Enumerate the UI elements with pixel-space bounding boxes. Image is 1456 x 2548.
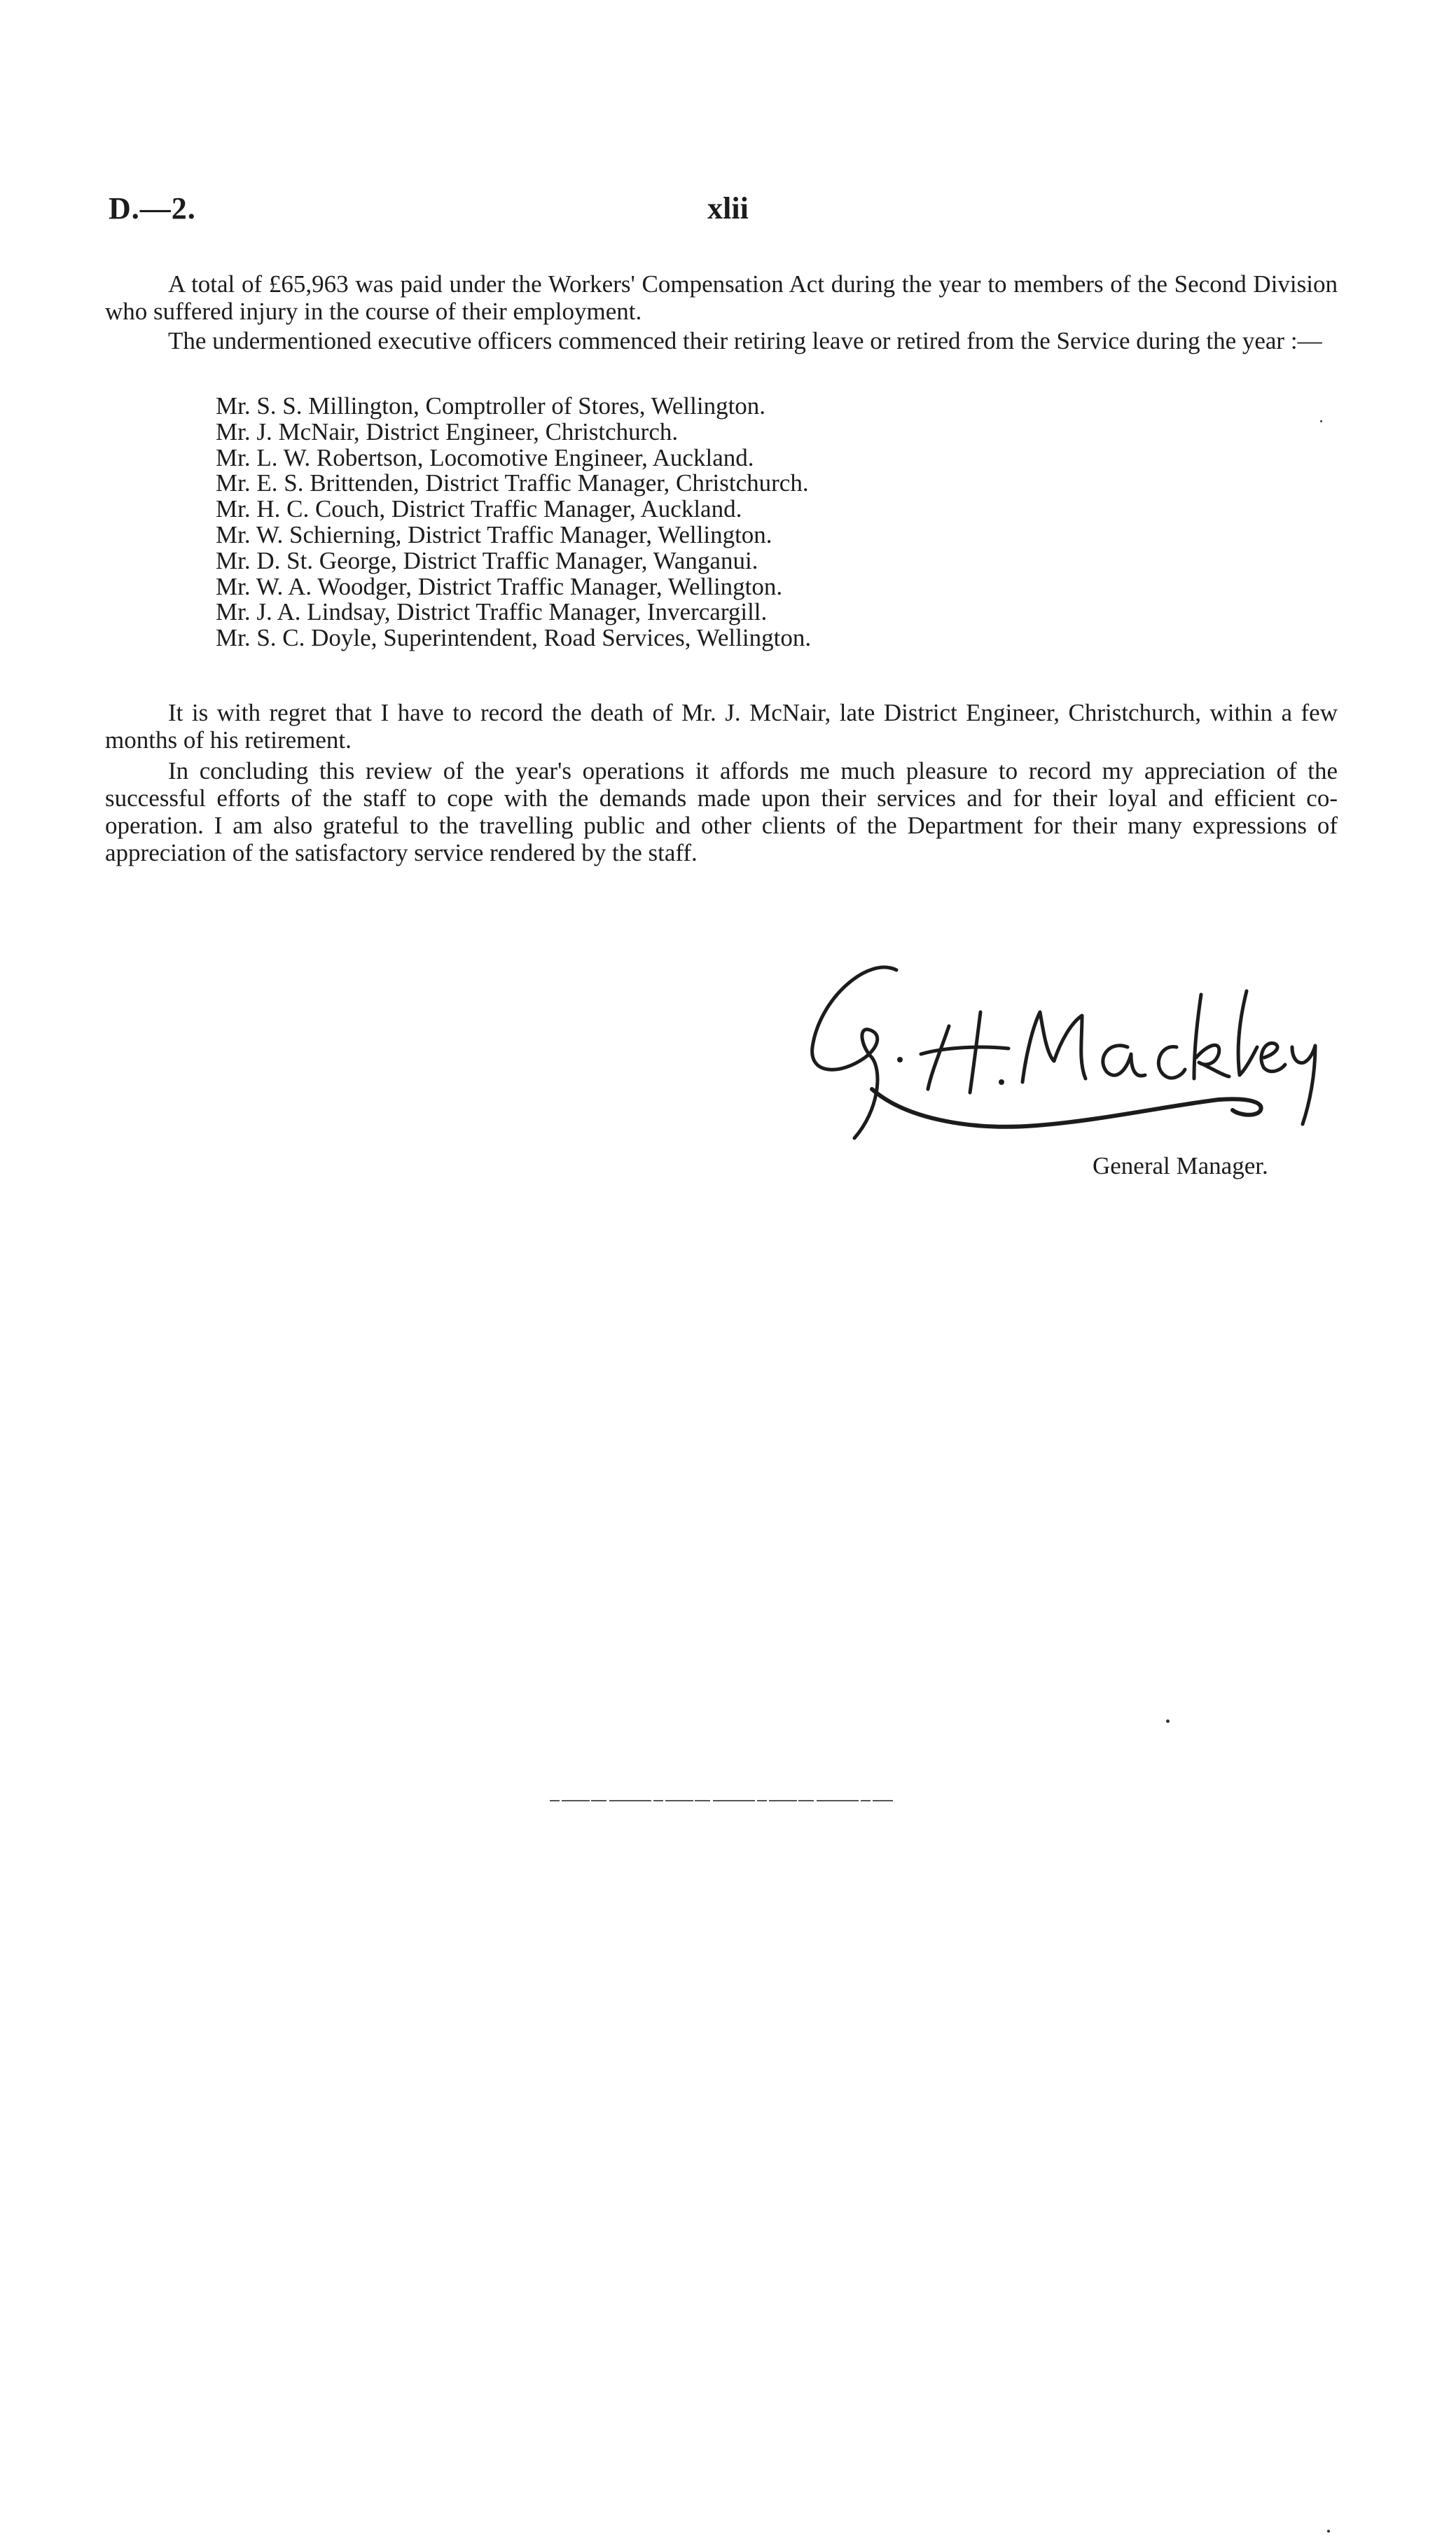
scan-speck — [1327, 2530, 1330, 2533]
retired-officers-list — [216, 394, 811, 651]
paragraph-text: It is with regret that I have to record the death of Mr. J. McNair, late District Engineer, Christchurch, within a few months of his retirement. — [105, 699, 1338, 754]
retirements-intro-paragraph — [105, 327, 1338, 354]
list-item: Mr. S. C. Doyle, Superintendent, Road Services, Wellington. — [216, 624, 812, 652]
paragraph-text: The undermentioned executive officers commenced their retiring leave or retired from the Service during the year :— — [168, 327, 1322, 354]
compensation-paragraph — [105, 270, 1338, 325]
list-item: Mr. L. W. Robertson, Locomotive Engineer, Auckland. — [216, 443, 754, 471]
list-item: Mr. W. Schierning, District Traffic Manager, Wellington. — [216, 520, 772, 548]
paragraph-text: A total of £65,963 was paid under the Workers' Compensation Act during the year to members of the Second Division who suffered injury in the course of their employment. — [105, 270, 1338, 325]
list-item: Mr. S. S. Millington, Comptroller of Stores, Wellington. — [216, 392, 766, 420]
signatory-title: General Manager. — [1093, 1152, 1268, 1179]
paragraph-text: In concluding this review of the year's operations it affords me much pleasure to record my appreciation of the successful efforts of the staff to cope with the demands made upon their services and for their loyal and efficient co-operation. I am also grateful to the travelling public and other clients of the Department for their many expressions of appreciation of the satisfactory service rendered by the staff. — [105, 757, 1338, 866]
death-notice-paragraph — [105, 699, 1338, 754]
closing-rule-divider — [550, 1799, 893, 1803]
page-number: xlii — [707, 191, 749, 226]
conclusion-paragraph — [105, 757, 1338, 866]
scan-speck — [1166, 1719, 1170, 1723]
list-item: Mr. E. S. Brittenden, District Traffic Manager, Christchurch. — [216, 469, 809, 497]
list-item: Mr. W. A. Woodger, District Traffic Manager, Wellington. — [216, 572, 783, 600]
list-item: Mr. H. C. Couch, District Traffic Manager, Auckland. — [216, 495, 742, 523]
handwritten-signature — [798, 942, 1338, 1166]
list-item: Mr. D. St. George, District Traffic Manager, Wanganui. — [216, 546, 758, 574]
scan-speck — [1320, 420, 1322, 422]
document-reference: D.—2. — [109, 191, 196, 226]
list-item: Mr. J. McNair, District Engineer, Christchurch. — [216, 417, 679, 445]
list-item: Mr. J. A. Lindsay, District Traffic Manager, Invercargill. — [216, 598, 768, 626]
